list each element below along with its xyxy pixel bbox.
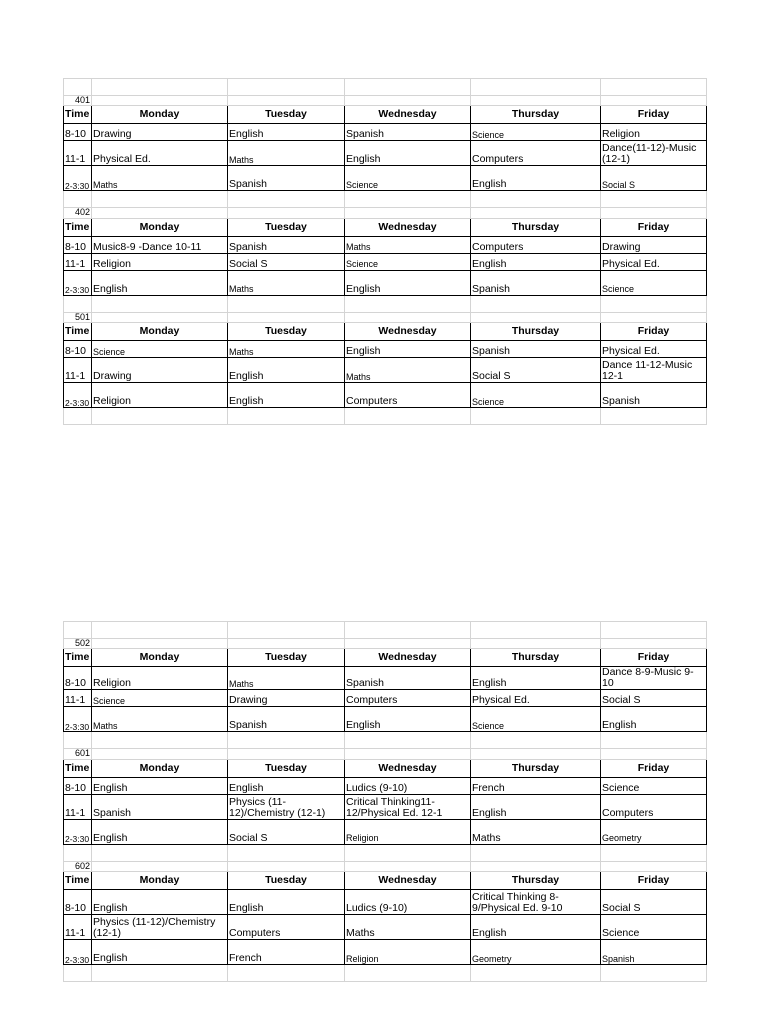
spreadsheet-grid xyxy=(63,78,707,425)
header-tuesday[interactable]: Tuesday xyxy=(228,649,345,667)
subject-cell[interactable]: Spanish xyxy=(471,270,601,295)
subject-cell[interactable]: Religion xyxy=(92,253,228,270)
spreadsheet-grid xyxy=(63,621,707,982)
table-row xyxy=(64,690,707,707)
class-id-row xyxy=(64,749,707,759)
empty-cell[interactable] xyxy=(601,312,707,322)
empty-cell[interactable] xyxy=(471,96,601,106)
empty-cell[interactable] xyxy=(345,844,471,861)
class-id[interactable]: 502 xyxy=(64,639,92,649)
empty-cell[interactable] xyxy=(345,96,471,106)
subject-cell[interactable]: Computers xyxy=(345,690,471,707)
header-wednesday[interactable]: Wednesday xyxy=(345,872,471,890)
subject-cell[interactable]: Maths xyxy=(228,141,345,166)
header-wednesday[interactable]: Wednesday xyxy=(345,323,471,341)
table-row xyxy=(64,341,707,358)
time-cell[interactable]: 11-1 xyxy=(64,358,92,383)
subject-cell[interactable]: English xyxy=(471,667,601,690)
empty-cell[interactable] xyxy=(345,861,471,871)
timetable-sheet-2 xyxy=(63,621,706,982)
header-row xyxy=(64,649,707,667)
table-row xyxy=(64,141,707,166)
empty-cell[interactable] xyxy=(64,622,92,639)
subject-cell[interactable]: Computers xyxy=(345,383,471,408)
time-cell[interactable]: 2-3:30 xyxy=(64,707,92,732)
header-time[interactable]: Time xyxy=(64,323,92,341)
subject-cell[interactable]: Dance 8-9-Music 9-10 xyxy=(601,667,707,690)
empty-cell[interactable] xyxy=(64,408,92,425)
table-row xyxy=(64,940,707,965)
empty-cell[interactable] xyxy=(92,749,228,759)
table-row xyxy=(64,166,707,191)
header-monday[interactable]: Monday xyxy=(92,106,228,124)
subject-cell[interactable]: Drawing xyxy=(92,358,228,383)
empty-cell[interactable] xyxy=(345,191,471,208)
header-monday[interactable]: Monday xyxy=(92,323,228,341)
subject-cell[interactable]: Ludics (9-10) xyxy=(345,890,471,915)
empty-cell[interactable] xyxy=(92,191,228,208)
empty-row xyxy=(64,295,707,312)
header-wednesday[interactable]: Wednesday xyxy=(345,759,471,777)
header-row xyxy=(64,759,707,777)
subject-cell[interactable]: Maths xyxy=(92,707,228,732)
empty-cell[interactable] xyxy=(228,749,345,759)
subject-cell[interactable]: Science xyxy=(471,124,601,141)
subject-cell[interactable]: Religion xyxy=(345,940,471,965)
header-monday[interactable]: Monday xyxy=(92,872,228,890)
subject-cell[interactable]: Spanish xyxy=(228,236,345,253)
empty-cell[interactable] xyxy=(64,79,92,96)
subject-cell[interactable]: English xyxy=(92,890,228,915)
empty-cell[interactable] xyxy=(92,844,228,861)
time-cell[interactable]: 2-3:30 xyxy=(64,270,92,295)
time-cell[interactable]: 11-1 xyxy=(64,690,92,707)
empty-cell[interactable] xyxy=(471,295,601,312)
subject-cell[interactable]: Science xyxy=(92,341,228,358)
header-time[interactable]: Time xyxy=(64,218,92,236)
subject-cell[interactable]: English xyxy=(471,794,601,819)
class-id-row xyxy=(64,639,707,649)
subject-cell[interactable]: English xyxy=(471,253,601,270)
subject-cell[interactable]: Religion xyxy=(92,383,228,408)
subject-cell[interactable]: Spanish xyxy=(601,940,707,965)
empty-cell[interactable] xyxy=(64,295,92,312)
subject-cell[interactable]: Maths xyxy=(228,341,345,358)
header-row xyxy=(64,218,707,236)
empty-cell[interactable] xyxy=(601,965,707,982)
subject-cell[interactable]: English xyxy=(345,707,471,732)
table-row xyxy=(64,794,707,819)
table-row xyxy=(64,707,707,732)
subject-cell[interactable]: English xyxy=(601,707,707,732)
empty-row xyxy=(64,844,707,861)
empty-cell[interactable] xyxy=(601,96,707,106)
empty-cell[interactable] xyxy=(601,408,707,425)
empty-cell[interactable] xyxy=(601,844,707,861)
header-time[interactable]: Time xyxy=(64,872,92,890)
time-cell[interactable]: 8-10 xyxy=(64,341,92,358)
subject-cell[interactable]: Maths xyxy=(345,236,471,253)
subject-cell[interactable]: English xyxy=(345,141,471,166)
subject-cell[interactable]: Physical Ed. xyxy=(92,141,228,166)
empty-cell[interactable] xyxy=(228,295,345,312)
empty-cell[interactable] xyxy=(345,208,471,218)
empty-cell[interactable] xyxy=(92,79,228,96)
empty-cell[interactable] xyxy=(228,191,345,208)
subject-cell[interactable]: Spanish xyxy=(345,667,471,690)
subject-cell[interactable]: English xyxy=(92,777,228,794)
subject-cell[interactable]: Social S xyxy=(228,819,345,844)
empty-cell[interactable] xyxy=(228,622,345,639)
header-row xyxy=(64,872,707,890)
empty-cell[interactable] xyxy=(92,622,228,639)
empty-cell[interactable] xyxy=(601,639,707,649)
time-cell[interactable]: 2-3:30 xyxy=(64,940,92,965)
subject-cell[interactable]: Physical Ed. xyxy=(471,690,601,707)
empty-cell[interactable] xyxy=(228,208,345,218)
timetable-sheet-1 xyxy=(63,78,706,425)
empty-cell[interactable] xyxy=(601,622,707,639)
subject-cell[interactable]: Social S xyxy=(601,166,707,191)
header-time[interactable]: Time xyxy=(64,759,92,777)
subject-cell[interactable]: English xyxy=(228,777,345,794)
empty-cell[interactable] xyxy=(601,861,707,871)
header-monday[interactable]: Monday xyxy=(92,218,228,236)
subject-cell[interactable]: Maths xyxy=(92,166,228,191)
subject-cell[interactable]: Science xyxy=(601,270,707,295)
subject-cell[interactable]: French xyxy=(228,940,345,965)
subject-cell[interactable]: Computers xyxy=(228,915,345,940)
time-cell[interactable]: 11-1 xyxy=(64,253,92,270)
header-friday[interactable]: Friday xyxy=(601,323,707,341)
class-id[interactable]: 501 xyxy=(64,312,92,322)
empty-cell[interactable] xyxy=(601,749,707,759)
empty-cell[interactable] xyxy=(92,965,228,982)
subject-cell[interactable]: Dance 11-12-Music 12-1 xyxy=(601,358,707,383)
table-row xyxy=(64,124,707,141)
subject-cell[interactable]: Science xyxy=(345,253,471,270)
empty-cell[interactable] xyxy=(92,312,228,322)
subject-cell[interactable]: Drawing xyxy=(601,236,707,253)
subject-cell[interactable]: Computers xyxy=(601,794,707,819)
empty-cell[interactable] xyxy=(345,295,471,312)
subject-cell[interactable]: Geometry xyxy=(471,940,601,965)
class-id-row xyxy=(64,861,707,871)
subject-cell[interactable]: Geometry xyxy=(601,819,707,844)
empty-cell[interactable] xyxy=(471,622,601,639)
empty-cell[interactable] xyxy=(601,208,707,218)
subject-cell[interactable]: Drawing xyxy=(92,124,228,141)
subject-cell[interactable]: Spanish xyxy=(228,707,345,732)
empty-cell[interactable] xyxy=(601,79,707,96)
table-row xyxy=(64,667,707,690)
subject-cell[interactable]: Physics (11-12)/Chemistry (12-1) xyxy=(92,915,228,940)
empty-cell[interactable] xyxy=(601,295,707,312)
subject-cell[interactable]: Critical Thinking 8-9/Physical Ed. 9-10 xyxy=(471,890,601,915)
empty-cell[interactable] xyxy=(471,208,601,218)
subject-cell[interactable]: Religion xyxy=(92,667,228,690)
subject-cell[interactable]: Maths xyxy=(471,819,601,844)
subject-cell[interactable]: Maths xyxy=(228,270,345,295)
empty-cell[interactable] xyxy=(345,965,471,982)
empty-row xyxy=(64,732,707,749)
subject-cell[interactable]: English xyxy=(471,166,601,191)
subject-cell[interactable]: Drawing xyxy=(228,690,345,707)
subject-cell[interactable]: Maths xyxy=(345,915,471,940)
empty-cell[interactable] xyxy=(345,639,471,649)
subject-cell[interactable]: English xyxy=(228,124,345,141)
empty-cell[interactable] xyxy=(471,639,601,649)
empty-cell[interactable] xyxy=(471,861,601,871)
subject-cell[interactable]: Spanish xyxy=(345,124,471,141)
subject-cell[interactable]: Spanish xyxy=(471,341,601,358)
time-cell[interactable]: 2-3:30 xyxy=(64,383,92,408)
empty-cell[interactable] xyxy=(471,79,601,96)
subject-cell[interactable]: Social S xyxy=(601,890,707,915)
time-cell[interactable]: 11-1 xyxy=(64,141,92,166)
header-thursday[interactable]: Thursday xyxy=(471,323,601,341)
time-cell[interactable]: 11-1 xyxy=(64,794,92,819)
empty-cell[interactable] xyxy=(471,191,601,208)
empty-cell[interactable] xyxy=(345,732,471,749)
header-wednesday[interactable]: Wednesday xyxy=(345,106,471,124)
header-row xyxy=(64,106,707,124)
header-row xyxy=(64,323,707,341)
class-id-row xyxy=(64,96,707,106)
empty-cell[interactable] xyxy=(92,861,228,871)
subject-cell[interactable]: Science xyxy=(92,690,228,707)
empty-cell[interactable] xyxy=(471,732,601,749)
table-row xyxy=(64,236,707,253)
subject-cell[interactable]: Science xyxy=(601,777,707,794)
header-monday[interactable]: Monday xyxy=(92,759,228,777)
table-row xyxy=(64,253,707,270)
empty-row xyxy=(64,622,707,639)
subject-cell[interactable]: Physical Ed. xyxy=(601,341,707,358)
subject-cell[interactable]: English xyxy=(228,358,345,383)
time-cell[interactable]: 11-1 xyxy=(64,915,92,940)
header-time[interactable]: Time xyxy=(64,106,92,124)
empty-cell[interactable] xyxy=(601,732,707,749)
header-thursday[interactable]: Thursday xyxy=(471,218,601,236)
class-id[interactable]: 601 xyxy=(64,749,92,759)
empty-row xyxy=(64,191,707,208)
subject-cell[interactable]: Religion xyxy=(601,124,707,141)
empty-cell[interactable] xyxy=(228,79,345,96)
empty-cell[interactable] xyxy=(601,191,707,208)
empty-cell[interactable] xyxy=(345,312,471,322)
empty-cell[interactable] xyxy=(345,79,471,96)
table-row xyxy=(64,383,707,408)
subject-cell[interactable]: English xyxy=(92,270,228,295)
header-friday[interactable]: Friday xyxy=(601,218,707,236)
subject-cell[interactable]: English xyxy=(92,940,228,965)
time-cell[interactable]: 8-10 xyxy=(64,667,92,690)
empty-row xyxy=(64,79,707,96)
empty-cell[interactable] xyxy=(345,749,471,759)
empty-cell[interactable] xyxy=(228,408,345,425)
empty-cell[interactable] xyxy=(92,295,228,312)
subject-cell[interactable]: French xyxy=(471,777,601,794)
empty-row xyxy=(64,408,707,425)
empty-cell[interactable] xyxy=(471,844,601,861)
table-row xyxy=(64,915,707,940)
subject-cell[interactable]: Spanish xyxy=(601,383,707,408)
header-tuesday[interactable]: Tuesday xyxy=(228,106,345,124)
subject-cell[interactable]: English xyxy=(92,819,228,844)
header-time[interactable]: Time xyxy=(64,649,92,667)
subject-cell[interactable]: Science xyxy=(471,707,601,732)
header-friday[interactable]: Friday xyxy=(601,649,707,667)
subject-cell[interactable]: Computers xyxy=(471,141,601,166)
empty-cell[interactable] xyxy=(228,844,345,861)
table-row xyxy=(64,819,707,844)
subject-cell[interactable]: Social S xyxy=(228,253,345,270)
subject-cell[interactable]: English xyxy=(471,915,601,940)
table-row xyxy=(64,358,707,383)
class-id[interactable]: 401 xyxy=(64,96,92,106)
header-thursday[interactable]: Thursday xyxy=(471,872,601,890)
subject-cell[interactable]: Science xyxy=(345,166,471,191)
class-id-row xyxy=(64,312,707,322)
subject-cell[interactable]: Critical Thinking11-12/Physical Ed. 12-1 xyxy=(345,794,471,819)
header-friday[interactable]: Friday xyxy=(601,872,707,890)
table-row xyxy=(64,270,707,295)
empty-cell[interactable] xyxy=(228,861,345,871)
empty-cell[interactable] xyxy=(64,844,92,861)
empty-cell[interactable] xyxy=(471,965,601,982)
time-cell[interactable]: 8-10 xyxy=(64,236,92,253)
empty-cell[interactable] xyxy=(228,312,345,322)
class-id[interactable]: 402 xyxy=(64,208,92,218)
empty-cell[interactable] xyxy=(228,732,345,749)
header-thursday[interactable]: Thursday xyxy=(471,649,601,667)
header-monday[interactable]: Monday xyxy=(92,649,228,667)
subject-cell[interactable]: Spanish xyxy=(92,794,228,819)
empty-cell[interactable] xyxy=(345,622,471,639)
empty-cell[interactable] xyxy=(64,965,92,982)
empty-cell[interactable] xyxy=(92,639,228,649)
header-tuesday[interactable]: Tuesday xyxy=(228,872,345,890)
header-tuesday[interactable]: Tuesday xyxy=(228,323,345,341)
subject-cell[interactable]: English xyxy=(228,890,345,915)
subject-cell[interactable]: Science xyxy=(471,383,601,408)
class-id-row xyxy=(64,208,707,218)
subject-cell[interactable]: Spanish xyxy=(228,166,345,191)
subject-cell[interactable]: Social S xyxy=(601,690,707,707)
empty-cell[interactable] xyxy=(92,208,228,218)
subject-cell[interactable]: Social S xyxy=(471,358,601,383)
subject-cell[interactable]: English xyxy=(345,341,471,358)
table-row xyxy=(64,890,707,915)
header-thursday[interactable]: Thursday xyxy=(471,106,601,124)
time-cell[interactable]: 8-10 xyxy=(64,124,92,141)
time-cell[interactable]: 8-10 xyxy=(64,890,92,915)
time-cell[interactable]: 2-3:30 xyxy=(64,819,92,844)
empty-cell[interactable] xyxy=(228,639,345,649)
time-cell[interactable]: 2-3:30 xyxy=(64,166,92,191)
subject-cell[interactable]: English xyxy=(228,383,345,408)
empty-cell[interactable] xyxy=(92,96,228,106)
subject-cell[interactable]: Religion xyxy=(345,819,471,844)
subject-cell[interactable]: Science xyxy=(601,915,707,940)
empty-cell[interactable] xyxy=(345,408,471,425)
header-wednesday[interactable]: Wednesday xyxy=(345,649,471,667)
subject-cell[interactable]: Music8-9 -Dance 10-11 xyxy=(92,236,228,253)
subject-cell[interactable]: Physical Ed. xyxy=(601,253,707,270)
subject-cell[interactable]: Computers xyxy=(471,236,601,253)
header-tuesday[interactable]: Tuesday xyxy=(228,759,345,777)
empty-row xyxy=(64,965,707,982)
class-id[interactable]: 602 xyxy=(64,861,92,871)
empty-cell[interactable] xyxy=(228,96,345,106)
empty-cell[interactable] xyxy=(64,732,92,749)
subject-cell[interactable]: Maths xyxy=(228,667,345,690)
time-cell[interactable]: 8-10 xyxy=(64,777,92,794)
empty-cell[interactable] xyxy=(92,732,228,749)
empty-cell[interactable] xyxy=(228,965,345,982)
subject-cell[interactable]: Physics (11-12)/Chemistry (12-1) xyxy=(228,794,345,819)
header-tuesday[interactable]: Tuesday xyxy=(228,218,345,236)
empty-cell[interactable] xyxy=(92,408,228,425)
empty-cell[interactable] xyxy=(471,408,601,425)
header-friday[interactable]: Friday xyxy=(601,106,707,124)
header-friday[interactable]: Friday xyxy=(601,759,707,777)
subject-cell[interactable]: Ludics (9-10) xyxy=(345,777,471,794)
subject-cell[interactable]: Maths xyxy=(345,358,471,383)
empty-cell[interactable] xyxy=(471,749,601,759)
empty-cell[interactable] xyxy=(64,191,92,208)
header-thursday[interactable]: Thursday xyxy=(471,759,601,777)
subject-cell[interactable]: English xyxy=(345,270,471,295)
header-wednesday[interactable]: Wednesday xyxy=(345,218,471,236)
table-row xyxy=(64,777,707,794)
subject-cell[interactable]: Dance(11-12)-Music (12-1) xyxy=(601,141,707,166)
empty-cell[interactable] xyxy=(471,312,601,322)
